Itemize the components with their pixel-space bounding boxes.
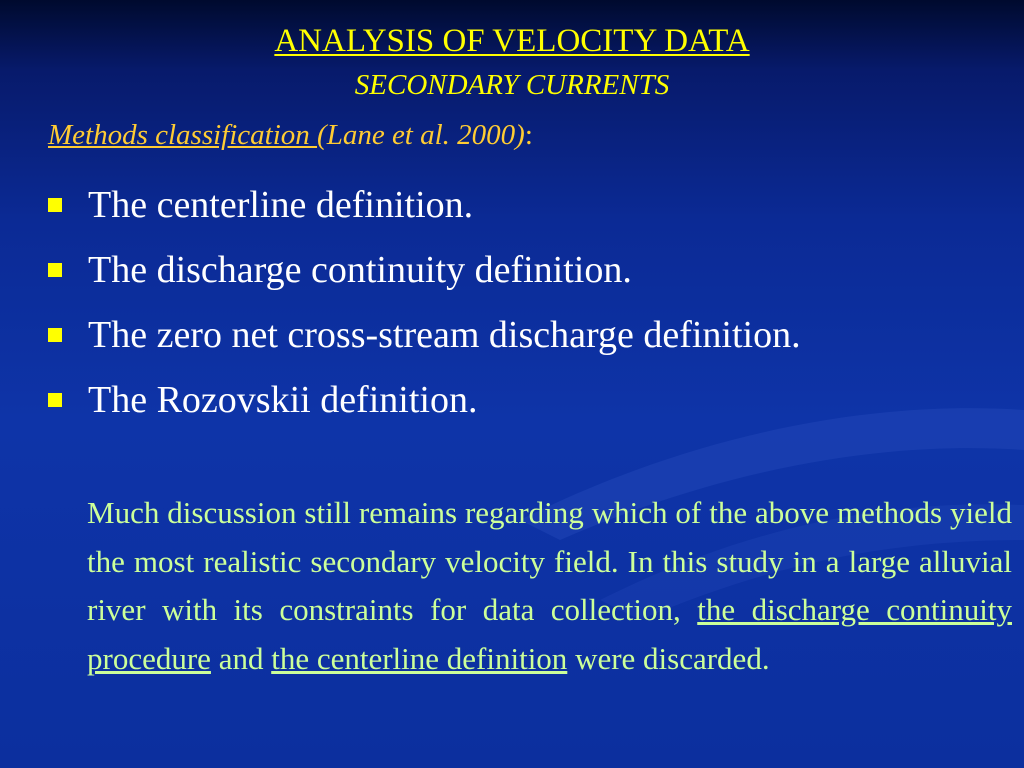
methods-colon: : bbox=[524, 119, 533, 151]
bullet-square-icon bbox=[48, 393, 62, 407]
method-list-item bbox=[48, 302, 801, 367]
centerline-emphasis: the centerline definition bbox=[271, 640, 568, 676]
paragraph-text: were discarded. bbox=[567, 640, 770, 676]
method-list-item bbox=[48, 367, 801, 432]
methods-citation: (Lane et al. 2000) bbox=[317, 119, 525, 151]
paragraph-text: Much discussion still remains regarding which of the above methods yield the most realistic secondary velocity field. In this study in a large alluvial river with its constraints for data collection, bbox=[87, 495, 1012, 627]
slide-title: ANALYSIS OF VELOCITY DATA bbox=[274, 23, 750, 59]
slide-subtitle: SECONDARY CURRENTS bbox=[354, 69, 670, 101]
bullet-square-icon bbox=[48, 198, 62, 212]
method-list-item bbox=[48, 237, 801, 302]
method-label: The zero net cross-stream discharge definition. bbox=[88, 313, 801, 356]
methods-label: Methods classification bbox=[48, 119, 318, 151]
method-label: The centerline definition. bbox=[88, 183, 474, 226]
discharge-continuity-emphasis: the discharge continuity procedure bbox=[87, 592, 1012, 676]
bullet-square-icon bbox=[48, 263, 62, 277]
paragraph-text: and bbox=[210, 640, 272, 676]
method-label: The discharge continuity definition. bbox=[88, 248, 632, 291]
discussion-paragraph bbox=[87, 489, 1012, 683]
method-label: The Rozovskii definition. bbox=[88, 378, 478, 421]
method-list-item bbox=[48, 172, 801, 237]
bullet-square-icon bbox=[48, 328, 62, 342]
methods-classification-heading bbox=[48, 116, 533, 154]
method-list bbox=[48, 172, 801, 432]
